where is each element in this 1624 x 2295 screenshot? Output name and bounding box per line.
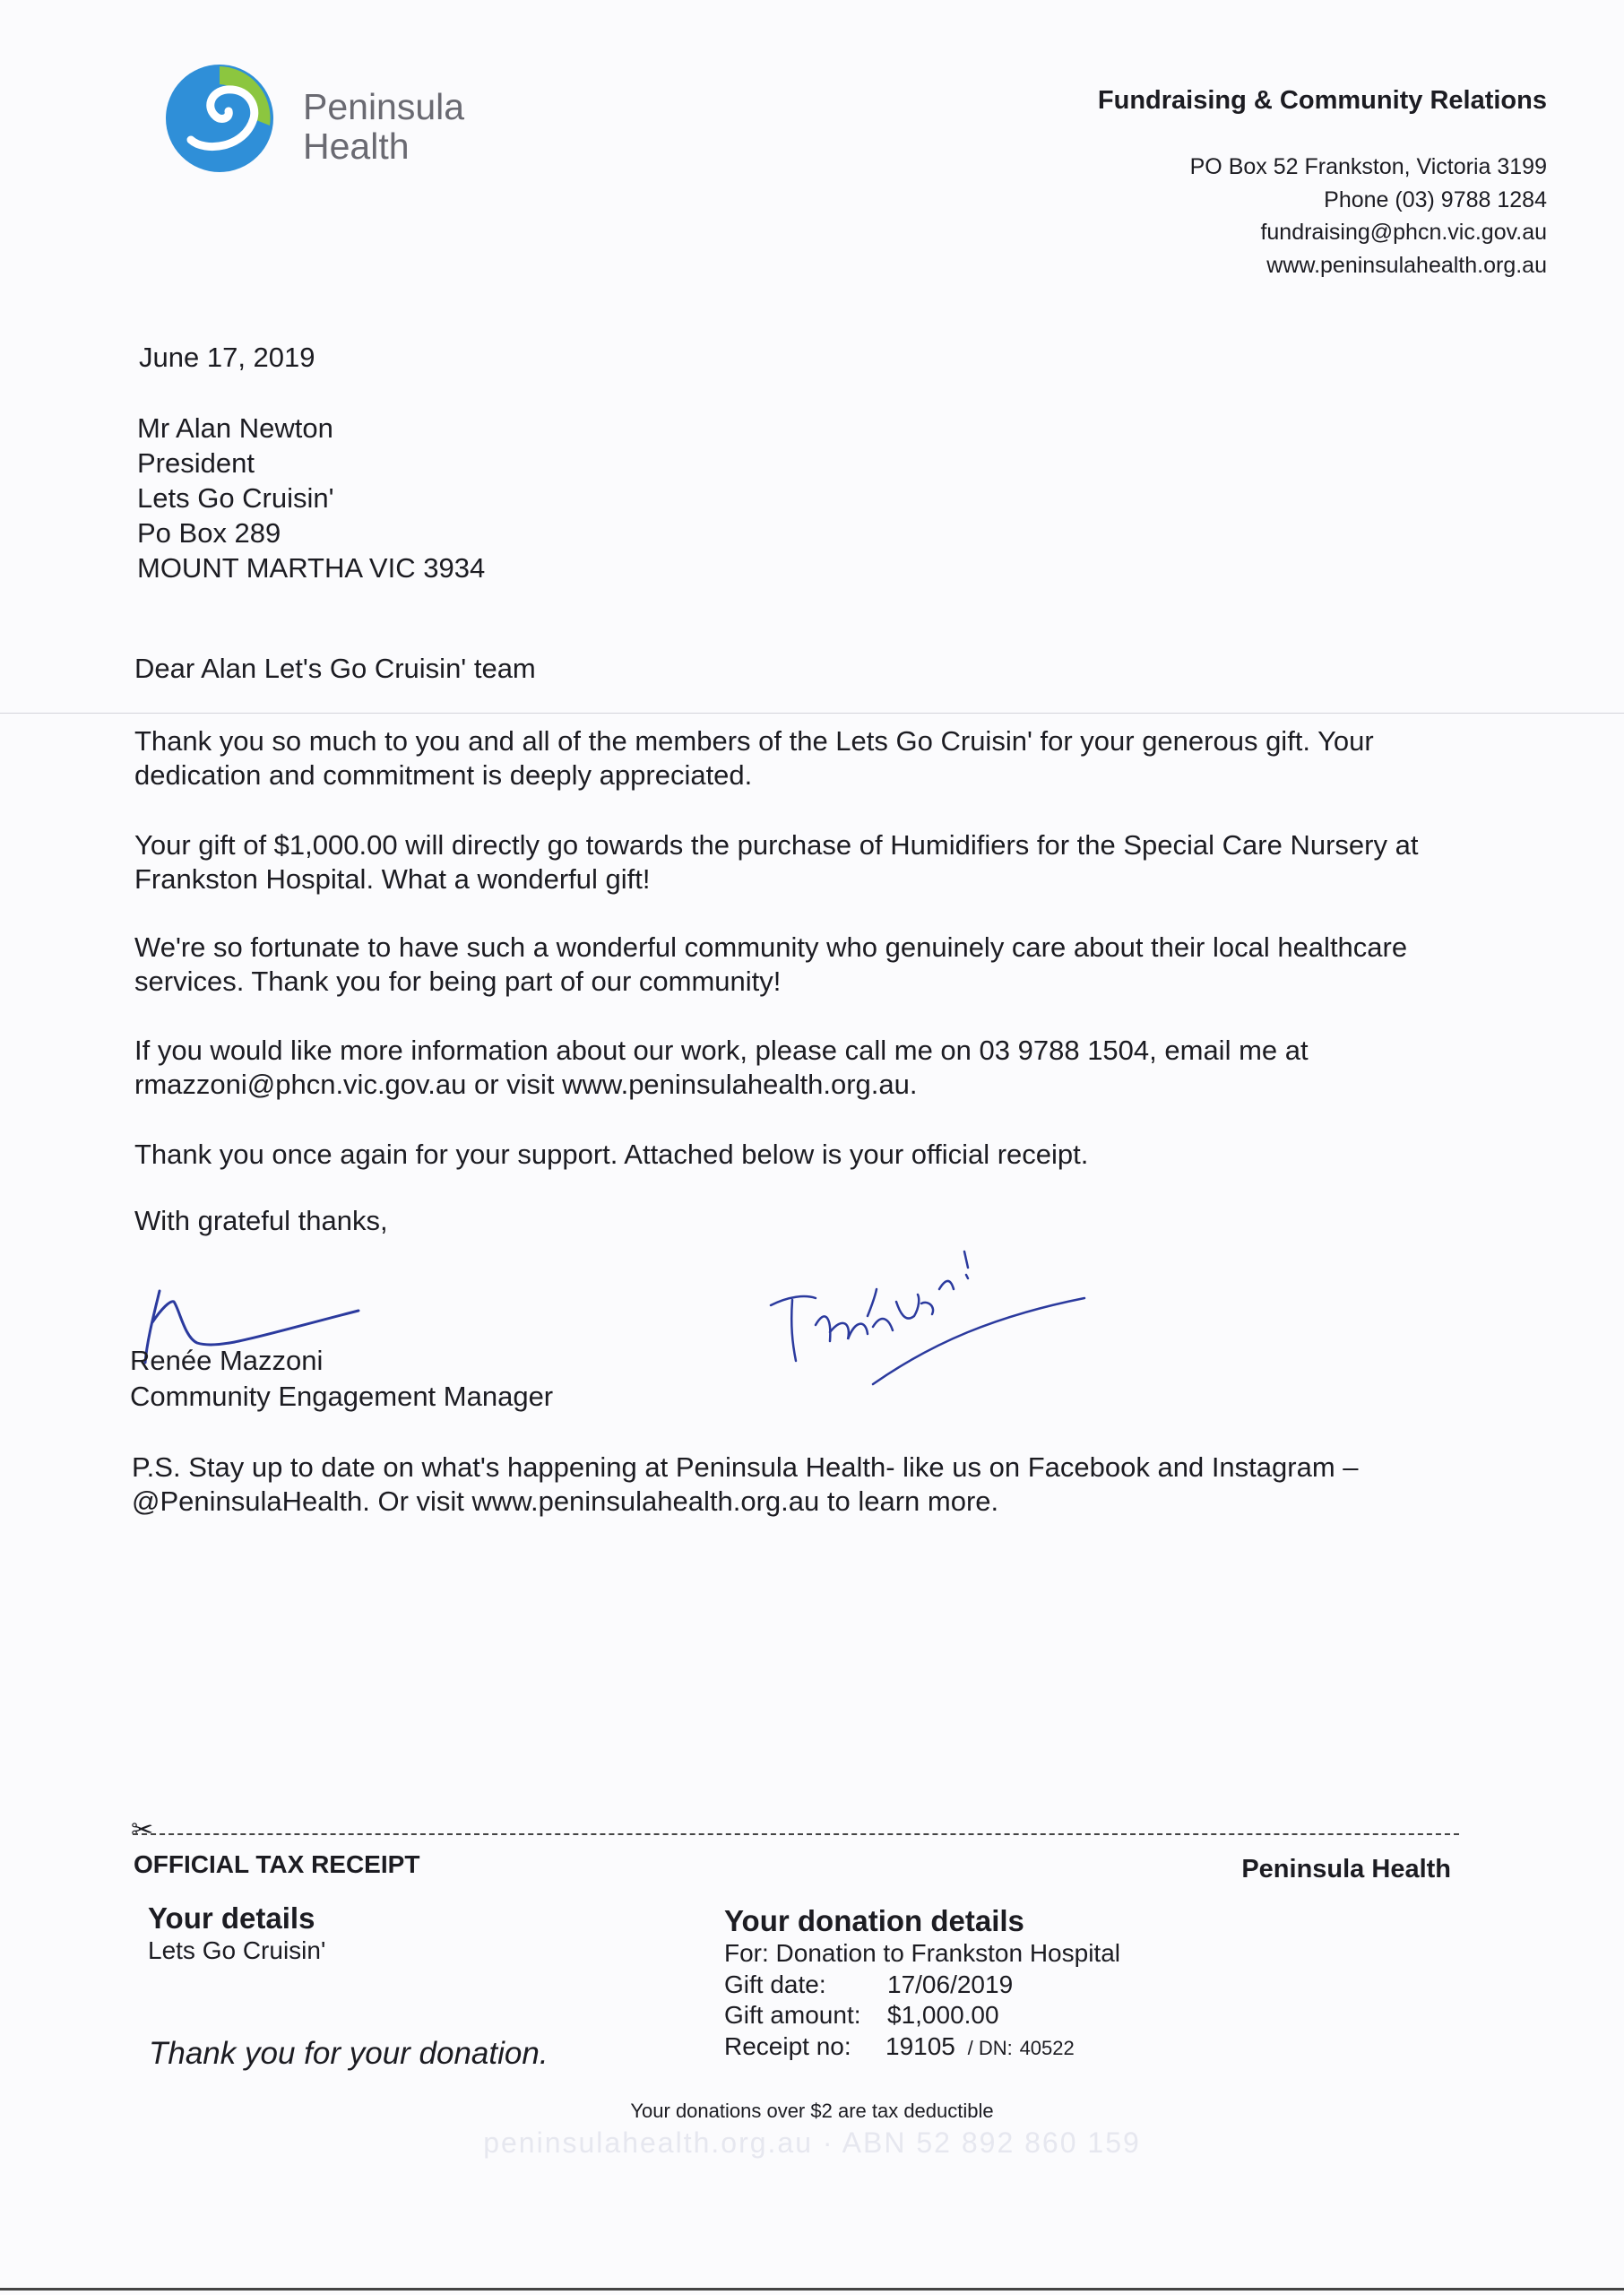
gift-date-row [724,1970,1120,2001]
logo-line-1: Peninsula [303,86,465,127]
phone-number: Phone (03) 9788 1284 [1324,186,1547,212]
paragraph-community: We're so fortunate to have such a wonderful community who genuinely care about their local healthcare services. Thank you for being part of our community! [134,931,1408,997]
recipient-line: Mr Alan Newton [137,412,333,444]
receipt-number-value: 19105 [885,2031,955,2060]
gift-amount-label: Gift amount: [724,2001,861,2029]
handwritten-thank-you [762,1226,1102,1397]
contact-block [1190,151,1547,281]
closing: With grateful thanks, [134,1205,388,1236]
department-heading: Fundraising & Community Relations [1097,86,1547,115]
recipient-address [137,411,485,585]
paragraph-receipt: Thank you once again for your support. Attached below is your official receipt. [134,1139,1089,1170]
your-details-heading: Your details [148,1901,315,1935]
your-details-section [148,1901,325,1967]
logo-wordmark [303,87,464,166]
email-address: fundraising@phcn.vic.gov.au [1260,220,1547,245]
receipt-number-label: Receipt no: [724,2031,851,2060]
donor-name: Lets Go Cruisin' [148,1936,326,1964]
recipient-line: Po Box 289 [137,517,281,549]
logo-line-2: Health [303,126,410,167]
gift-date-value: 17/06/2019 [887,1970,1014,1998]
signer-name: Renée Mazzoni [130,1345,324,1376]
signer-title: Community Engagement Manager [130,1381,554,1412]
website: www.peninsulahealth.org.au [1266,252,1547,278]
paragraph-contact: If you would like more information about our work, please call me on 03 9788 1504, email me at rmazzoni@phcn.vic.gov.au or visit www.peninsulahealth.org.au. [134,1035,1309,1100]
donation-details-section [724,1904,1120,2064]
tax-deductible-note: Your donations over $2 are tax deductible [630,2100,994,2122]
receipt-organisation: Peninsula Health [1241,1855,1451,1884]
cut-line [133,1833,1459,1835]
salutation: Dear Alan Let's Go Cruisin' team [134,653,536,684]
thank-you-note: Thank you for your donation. [149,2036,549,2071]
paragraph-thanks: Thank you so much to you and all of the members of the Lets Go Cruisin' for your generous gift. Your dedication and commitment is deeply appreciated. [134,725,1374,791]
donation-for: For: Donation to Frankston Hospital [724,1939,1120,1967]
page-edge [0,2288,1624,2291]
gift-date-label: Gift date: [724,1970,826,1998]
gift-amount-row [724,2000,1120,2031]
paragraph-gift: Your gift of $1,000.00 will directly go towards the purchase of Humidifiers for the Special Care Nursery at Frankston Hospital. What a wonderful gift! [134,829,1419,895]
recipient-line: Lets Go Cruisin' [137,482,334,514]
logo-mark [164,63,276,175]
donation-details-heading: Your donation details [724,1904,1024,1937]
scissors-icon: ✂ [131,1815,154,1845]
dn-value: 40522 [1019,2036,1075,2059]
recipient-line: MOUNT MARTHA VIC 3934 [137,552,486,584]
postscript: P.S. Stay up to date on what's happening at Peninsula Health- like us on Facebook and Instagram – @PeninsulaHealth. Or visit www.peninsulahealth.org.au to learn more. [132,1451,1359,1517]
recipient-line: President [137,447,255,479]
receipt-title: OFFICIAL TAX RECEIPT [134,1850,420,1878]
signer-block [130,1343,553,1415]
dn-label: / DN: [967,2036,1013,2059]
postal-address: PO Box 52 Frankston, Victoria 3199 [1189,154,1547,179]
gift-amount-value: $1,000.00 [887,2001,999,2029]
fold-line [0,713,1624,714]
receipt-number-row [724,2031,1120,2065]
watermark: peninsulahealth.org.au · ABN 52 892 860 159 [483,2126,1141,2159]
letter-date: June 17, 2019 [139,342,315,373]
